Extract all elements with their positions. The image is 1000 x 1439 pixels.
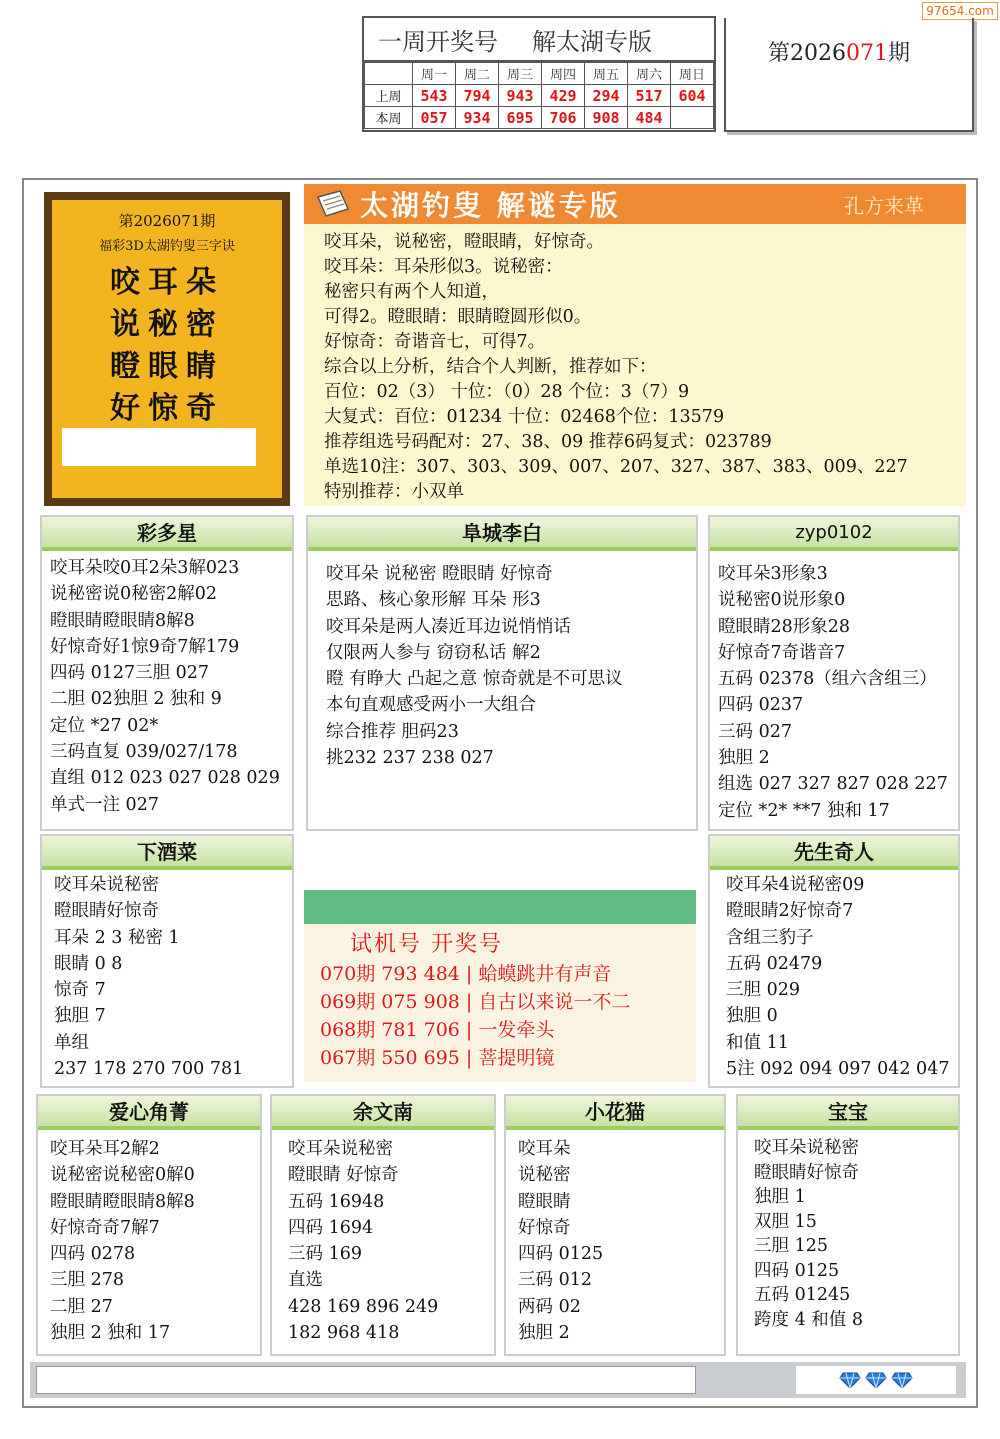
- list-item: 428 169 896 249: [288, 1296, 439, 1317]
- banner-title: 太湖钓叟 解谜专版: [360, 189, 621, 222]
- panel-caiduoduo: [40, 515, 294, 831]
- list-item: 定位 *27 02*: [50, 715, 159, 736]
- scroll-icon: [314, 189, 352, 219]
- panel-title: 先生奇人: [710, 836, 958, 870]
- row-label: 上周: [365, 85, 413, 107]
- panel-title: 下酒菜: [42, 836, 292, 870]
- draw-number: 934: [456, 107, 499, 129]
- col-tue: 周二: [456, 63, 499, 85]
- draw-number: 057: [413, 107, 456, 129]
- draw-number: 484: [628, 107, 671, 129]
- diamond-icon: [839, 1371, 861, 1389]
- panel-xianshengqiren: [708, 834, 960, 1088]
- list-item: 咬耳朵耳2解2: [50, 1139, 160, 1159]
- row-label: 本周: [365, 107, 413, 129]
- list-item: 好惊奇好1惊9奇7解179: [50, 636, 240, 657]
- analysis-banner: [304, 184, 966, 224]
- table-row: [365, 107, 714, 129]
- draw-grid-header-row: [365, 63, 714, 85]
- footer-badges: [796, 1366, 956, 1394]
- draw-number: 706: [542, 107, 585, 129]
- list-item: 耳朵 2 3 秘密 1: [54, 927, 180, 948]
- issue-number-box: [724, 18, 974, 132]
- analysis-line: 咬耳朵：耳朵形似3。说秘密：: [324, 257, 563, 277]
- list-item: 三码 012: [518, 1270, 592, 1291]
- list-item: 跨度 4 和值 8: [754, 1309, 863, 1330]
- list-item: 瞪眼睛2好惊奇7: [726, 901, 854, 922]
- list-item: 好惊奇: [518, 1217, 571, 1238]
- footer-bar: [30, 1362, 966, 1398]
- list-item: 咬耳朵3形象3: [718, 564, 828, 584]
- analysis-line: 可得2。瞪眼睛：眼睛瞪圆形似0。: [324, 307, 592, 327]
- draw-number: 604: [671, 85, 714, 107]
- weekly-draw-table: [362, 16, 716, 132]
- panel-aixin: [36, 1094, 262, 1356]
- list-item: 瞪眼睛瞪眼睛8解8: [50, 1191, 195, 1212]
- list-item: 237 178 270 700 781: [54, 1059, 244, 1080]
- list-item: 说秘密0说形象0: [718, 590, 846, 611]
- diamond-icon: [891, 1371, 913, 1389]
- list-item: 眼睛 0 8: [54, 953, 123, 974]
- list-item: 好惊奇奇7解7: [50, 1217, 160, 1238]
- panel-baobao: [736, 1094, 960, 1356]
- table-row: [365, 85, 714, 107]
- list-item: 瞪眼睛瞪眼睛8解8: [50, 610, 195, 631]
- list-item: 仅限两人参与 窃窃私话 解2: [326, 642, 541, 663]
- blank-panel: [62, 428, 256, 466]
- draw-number: 429: [542, 85, 585, 107]
- panel-title: 小花猫: [506, 1096, 724, 1130]
- panel-yuwennan: [270, 1094, 496, 1356]
- list-item: 瞪眼睛好惊奇: [54, 901, 159, 922]
- draw-number: [671, 107, 714, 129]
- panel-title: 爱心角菁: [38, 1096, 260, 1130]
- riddle-card: [44, 192, 290, 506]
- list-item: 独胆 2: [718, 748, 770, 769]
- list-item: 5注 092 094 097 042 047: [726, 1059, 950, 1080]
- panel-title: 阜城李白: [308, 517, 696, 551]
- list-item: 三码 027: [718, 721, 792, 742]
- panel-fuchenglibai: [306, 515, 698, 831]
- issue-suffix: 期: [888, 41, 911, 66]
- list-item: 三码 169: [288, 1244, 362, 1265]
- list-item: 咬耳朵咬0耳2朵3解023: [50, 558, 240, 578]
- list-item: 咬耳朵是两人凑近耳边说悄悄话: [326, 616, 571, 637]
- list-item: 挑232 237 238 027: [326, 748, 494, 769]
- list-item: 和值 11: [726, 1032, 789, 1053]
- list-item: 四码 0237: [718, 695, 804, 716]
- draw-number: 294: [585, 85, 628, 107]
- banner-author: 孔方来革: [844, 193, 924, 218]
- list-item: 瞪眼睛28形象28: [718, 616, 851, 637]
- list-item: 二胆 27: [50, 1296, 113, 1317]
- analysis-line: 百位：02（3） 十位：（0）28 个位：3（7）9: [324, 382, 690, 402]
- panel-title: 宝宝: [738, 1096, 958, 1130]
- panel-xiaohuamao: [504, 1094, 726, 1356]
- analysis-line: 推荐组选号码配对：27、38、09 推荐6码复式：023789: [324, 432, 772, 452]
- draw-number: 543: [413, 85, 456, 107]
- col-fri: 周五: [585, 63, 628, 85]
- list-item: 瞪眼睛好惊奇: [754, 1162, 859, 1183]
- analysis-line: 特别推荐：小双单: [324, 482, 464, 502]
- footer-blank: [36, 1366, 696, 1394]
- analysis-text: [304, 224, 966, 506]
- list-item: 咬耳朵: [518, 1139, 571, 1159]
- list-item: 四码 0125: [518, 1244, 604, 1265]
- list-item: 独胆 2: [518, 1323, 570, 1344]
- analysis-line: 单选10注：307、303、309、007、207、327、387、383、009、227: [324, 457, 908, 477]
- list-item: 三胆 029: [726, 980, 800, 1001]
- table-row: 069期 075 908 | 自古以来说一不二: [320, 991, 631, 1013]
- issue-prefix: 第2026: [768, 41, 846, 66]
- list-item: 咬耳朵说秘密: [54, 875, 159, 895]
- list-item: 直组 012 023 027 028 029: [50, 768, 280, 789]
- trial-number-box: [304, 890, 696, 1082]
- draw-table-subtitle: 解太湖专版: [532, 27, 652, 56]
- list-item: 三码直复 039/027/178: [50, 742, 238, 763]
- list-item: 说秘密: [518, 1165, 571, 1186]
- list-item: 好惊奇7奇谐音7: [718, 642, 846, 663]
- list-item: 四码 1694: [288, 1217, 374, 1238]
- list-item: 本句直观感受两小一大组合: [326, 695, 536, 716]
- col-mon: 周一: [413, 63, 456, 85]
- list-item: 综合推荐 胆码23: [326, 721, 459, 742]
- list-item: 直选: [288, 1270, 323, 1291]
- col-sun: 周日: [671, 63, 714, 85]
- list-item: 瞪眼睛: [518, 1191, 571, 1212]
- list-item: 咬耳朵 说秘密 瞪眼睛 好惊奇: [326, 564, 553, 584]
- list-item: 五码 02378（组六含组三）: [718, 669, 937, 690]
- draw-grid: [364, 62, 714, 129]
- list-item: 瞪眼睛 好惊奇: [288, 1165, 399, 1186]
- list-item: 两码 02: [518, 1296, 581, 1317]
- list-item: 定位 *2* **7 独和 17: [718, 800, 890, 821]
- diamond-icon: [865, 1371, 887, 1389]
- analysis-line: 秘密只有两个人知道，: [324, 282, 499, 302]
- list-item: 单式一注 027: [50, 794, 159, 815]
- analysis-line: 大复式：百位：01234 十位：02468个位：13579: [324, 407, 725, 427]
- list-item: 四码 0278: [50, 1244, 136, 1265]
- riddle-subtitle: 福彩3D太湖钓叟三字诀: [99, 239, 235, 254]
- draw-number: 794: [456, 85, 499, 107]
- draw-number: 943: [499, 85, 542, 107]
- list-item: 思路、核心象形解 耳朵 形3: [326, 590, 541, 611]
- riddle-line: 说秘密: [110, 307, 224, 342]
- list-item: 二胆 02独胆 2 独和 9: [50, 689, 222, 710]
- list-item: 四码 0125: [754, 1260, 840, 1281]
- list-item: 四码 0127三胆 027: [50, 663, 210, 684]
- analysis-line: 好惊奇：奇谐音七，可得7。: [324, 332, 546, 352]
- list-item: 组选 027 327 827 028 227: [718, 774, 948, 795]
- list-item: 单组: [54, 1032, 89, 1053]
- table-row: 070期 793 484 | 蛤蟆跳井有声音: [320, 963, 612, 985]
- riddle-card-inner: [52, 200, 282, 498]
- draw-number: 695: [499, 107, 542, 129]
- draw-number: 517: [628, 85, 671, 107]
- riddle-line: 好惊奇: [110, 391, 224, 426]
- analysis-line: 咬耳朵，说秘密，瞪眼睛，好惊奇。: [324, 232, 604, 252]
- list-item: 五码 02479: [726, 953, 823, 974]
- analysis-line: 综合以上分析，结合个人判断，推荐如下：: [324, 357, 657, 377]
- draw-table-header: [364, 18, 714, 62]
- riddle-line: 瞪眼睛: [110, 349, 224, 384]
- issue-number: 071: [846, 41, 888, 66]
- riddle-issue: 第2026071期: [118, 212, 216, 230]
- table-row: 067期 550 695 | 菩提明镜: [320, 1047, 555, 1069]
- list-item: 三胆 278: [50, 1270, 124, 1291]
- list-item: 惊奇 7: [54, 980, 106, 1001]
- list-item: 独胆 7: [54, 1006, 106, 1027]
- trial-header: 试机号 开奖号: [350, 932, 503, 957]
- panel-title: 余文南: [272, 1096, 494, 1130]
- list-item: 说秘密说0秘密2解02: [50, 584, 218, 605]
- site-watermark: 97654.com: [922, 2, 998, 20]
- list-item: 三胆 125: [754, 1236, 828, 1256]
- panel-zyp0102: [708, 515, 960, 831]
- list-item: 独胆 1: [754, 1187, 806, 1207]
- list-item: 瞪 有睁大 凸起之意 惊奇就是不可思议: [326, 669, 623, 690]
- riddle-line: 咬耳朵: [110, 265, 224, 300]
- panel-xiajiucai: [40, 834, 294, 1088]
- draw-number: 908: [585, 107, 628, 129]
- list-item: 咬耳朵说秘密: [288, 1139, 393, 1159]
- list-item: 五码 16948: [288, 1191, 385, 1212]
- col-sat: 周六: [628, 63, 671, 85]
- col-thu: 周四: [542, 63, 585, 85]
- trial-header-bar: [304, 890, 696, 924]
- list-item: 182 968 418: [288, 1323, 400, 1344]
- list-item: 独胆 2 独和 17: [50, 1323, 171, 1344]
- table-row: 068期 781 706 | 一发牵头: [320, 1019, 555, 1041]
- list-item: 独胆 0: [726, 1006, 778, 1027]
- list-item: 双胆 15: [754, 1211, 817, 1232]
- list-item: 咬耳朵说秘密: [754, 1138, 859, 1158]
- list-item: 含组三豹子: [726, 927, 814, 948]
- list-item: 五码 01245: [754, 1285, 851, 1305]
- panel-title: zyp0102: [710, 517, 958, 551]
- panel-title: 彩多星: [42, 517, 292, 551]
- col-wed: 周三: [499, 63, 542, 85]
- list-item: 说秘密说秘密0解0: [50, 1165, 195, 1186]
- draw-table-title: 一周开奖号: [378, 27, 498, 56]
- list-item: 咬耳朵4说秘密09: [726, 875, 865, 895]
